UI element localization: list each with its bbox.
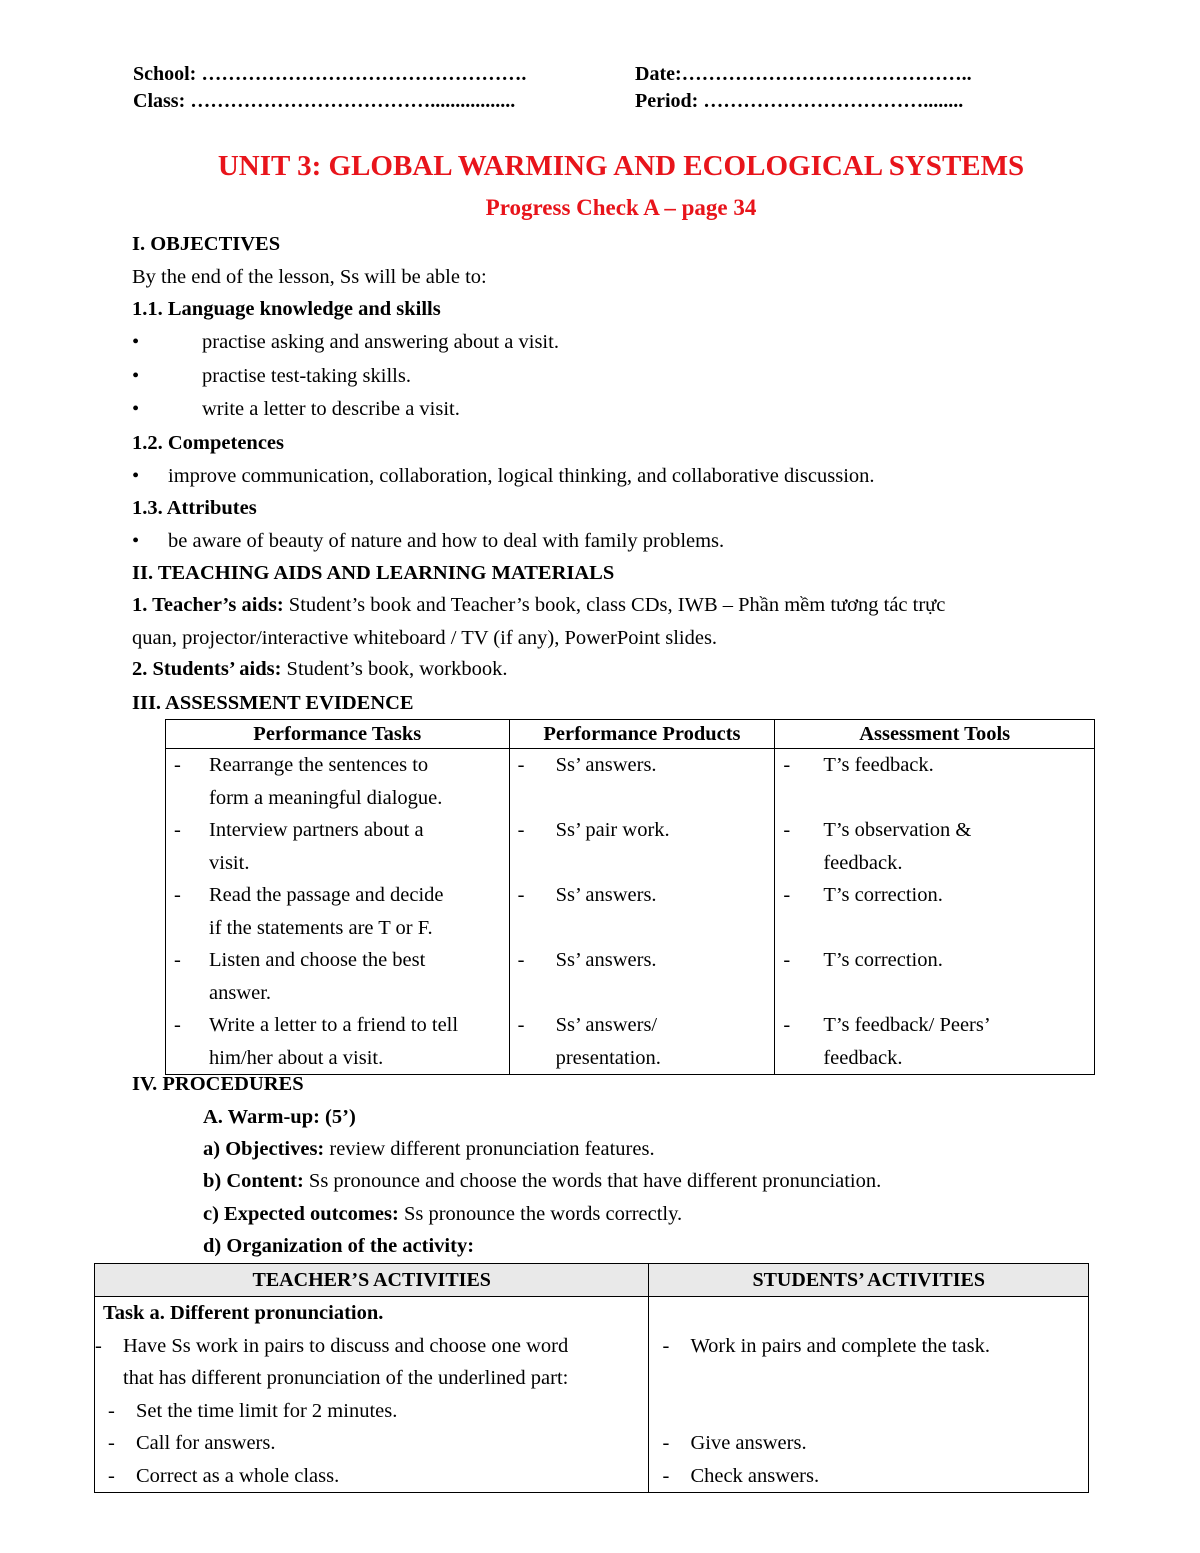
list-item: - Rearrange the sentences to form a meaningful dialogue. [174, 754, 443, 809]
list-item: - Ss’ answers/ presentation. [517, 1014, 661, 1069]
warmup-outcomes: c) Expected outcomes: Ss pronounce the words correctly. [203, 1203, 683, 1225]
list-item: - Call for answers. [108, 1432, 276, 1454]
list-item-text: write a letter to describe a visit. [202, 398, 460, 420]
column-header: Performance Tasks [166, 720, 510, 749]
attributes-heading: 1.3. Attributes [132, 497, 257, 519]
organization-heading: d) Organization of the activity: [203, 1235, 475, 1257]
procedures-heading: IV. PROCEDURES [132, 1073, 304, 1095]
table-row [166, 749, 1095, 1075]
list-item: - T’s feedback/ Peers’ feedback. [783, 1014, 991, 1069]
date-line: Date:…………………………………….. [635, 63, 972, 85]
list-item-text: practise test-taking skills. [202, 365, 411, 387]
list-item: - Ss’ pair work. [517, 819, 670, 841]
lesson-subtitle: Progress Check A – page 34 [485, 195, 757, 220]
unit-title: UNIT 3: GLOBAL WARMING AND ECOLOGICAL SYSTEMS [217, 150, 1025, 182]
list-item: - Write a letter to a friend to tell him/her about a visit. [174, 1014, 459, 1069]
products-cell [509, 749, 775, 1075]
list-item: - Check answers. [662, 1464, 820, 1487]
school-line: School: …………………………………………. [133, 63, 527, 85]
column-header: TEACHER’S ACTIVITIES [95, 1264, 649, 1297]
bullet-icon: • [132, 331, 140, 353]
teacher-activities-cell [95, 1297, 649, 1493]
column-header: STUDENTS’ ACTIVITIES [649, 1264, 1089, 1297]
students-aids [132, 655, 508, 683]
warmup-heading: A. Warm-up: (5’) [203, 1106, 356, 1128]
list-item: - T’s correction. [783, 884, 943, 906]
warmup-objectives: a) Objectives: review different pronunciation features. [203, 1138, 655, 1160]
bullet-icon: • [132, 398, 140, 420]
list-item: - Work in pairs and complete the task. [662, 1334, 990, 1357]
warmup-content: b) Content: Ss pronounce and choose the words that have different pronunciation. [203, 1170, 882, 1192]
activities-table [94, 1263, 1089, 1493]
students-aids-text: Student’s book, workbook. [286, 658, 508, 680]
bullet-icon: • [132, 465, 140, 487]
column-header: Performance Products [509, 720, 775, 749]
class-line: Class: ………………………………................. [133, 90, 516, 112]
list-item-text: improve communication, collaboration, logical thinking, and collaborative discussion. [168, 465, 875, 487]
students-activities-cell [649, 1297, 1089, 1493]
period-line: Period: ……………………………........ [635, 90, 964, 112]
list-item: - Ss’ answers. [517, 884, 657, 906]
column-header: Assessment Tools [775, 720, 1095, 749]
list-item: - Have Ss work in pairs to discuss and choose one word that has different pronunciation of the underlined part: [95, 1334, 569, 1389]
list-item-text: practise asking and answering about a visit. [202, 331, 559, 353]
bullet-icon: • [132, 530, 140, 552]
materials-heading: II. TEACHING AIDS AND LEARNING MATERIALS [132, 562, 615, 584]
table-header-row [95, 1264, 1089, 1297]
language-heading: 1.1. Language knowledge and skills [132, 298, 441, 320]
tasks-cell [166, 749, 510, 1075]
list-item: - Listen and choose the best answer. [174, 949, 426, 1004]
assessment-table [165, 719, 1095, 1075]
objectives-intro: By the end of the lesson, Ss will be able to: [132, 266, 487, 288]
competences-heading: 1.2. Competences [132, 432, 285, 454]
teacher-aids-continued: quan, projector/interactive whiteboard / TV (if any), PowerPoint slides. [132, 627, 718, 649]
teacher-aids-text: Student’s book and Teacher’s book, class CDs, IWB – Phần mềm tương tác trực [288, 594, 946, 616]
list-item: - T’s observation & feedback. [783, 819, 972, 874]
table-row [95, 1297, 1089, 1493]
list-item: - T’s feedback. [783, 754, 934, 776]
teacher-aids [132, 591, 945, 619]
list-item: - Read the passage and decide if the statements are T or F. [174, 884, 444, 939]
bullet-icon: • [132, 365, 140, 387]
list-item: - Ss’ answers. [517, 949, 657, 971]
list-item-text: be aware of beauty of nature and how to deal with family problems. [168, 530, 725, 552]
teacher-aids-label: 1. Teacher’s aids: [132, 594, 284, 616]
table-header-row [166, 720, 1095, 749]
list-item: - Give answers. [662, 1432, 807, 1454]
tools-cell [775, 749, 1095, 1075]
list-item: - Interview partners about a visit. [174, 819, 424, 874]
objectives-heading: I. OBJECTIVES [132, 233, 281, 255]
list-item: - Set the time limit for 2 minutes. [108, 1399, 398, 1422]
list-item: - T’s correction. [783, 949, 943, 971]
task-title: Task a. Different pronunciation. [103, 1302, 384, 1324]
assessment-heading: III. ASSESSMENT EVIDENCE [132, 692, 414, 714]
list-item: - Correct as a whole class. [108, 1464, 340, 1487]
list-item: - Ss’ answers. [517, 754, 657, 776]
students-aids-label: 2. Students’ aids: [132, 658, 282, 680]
